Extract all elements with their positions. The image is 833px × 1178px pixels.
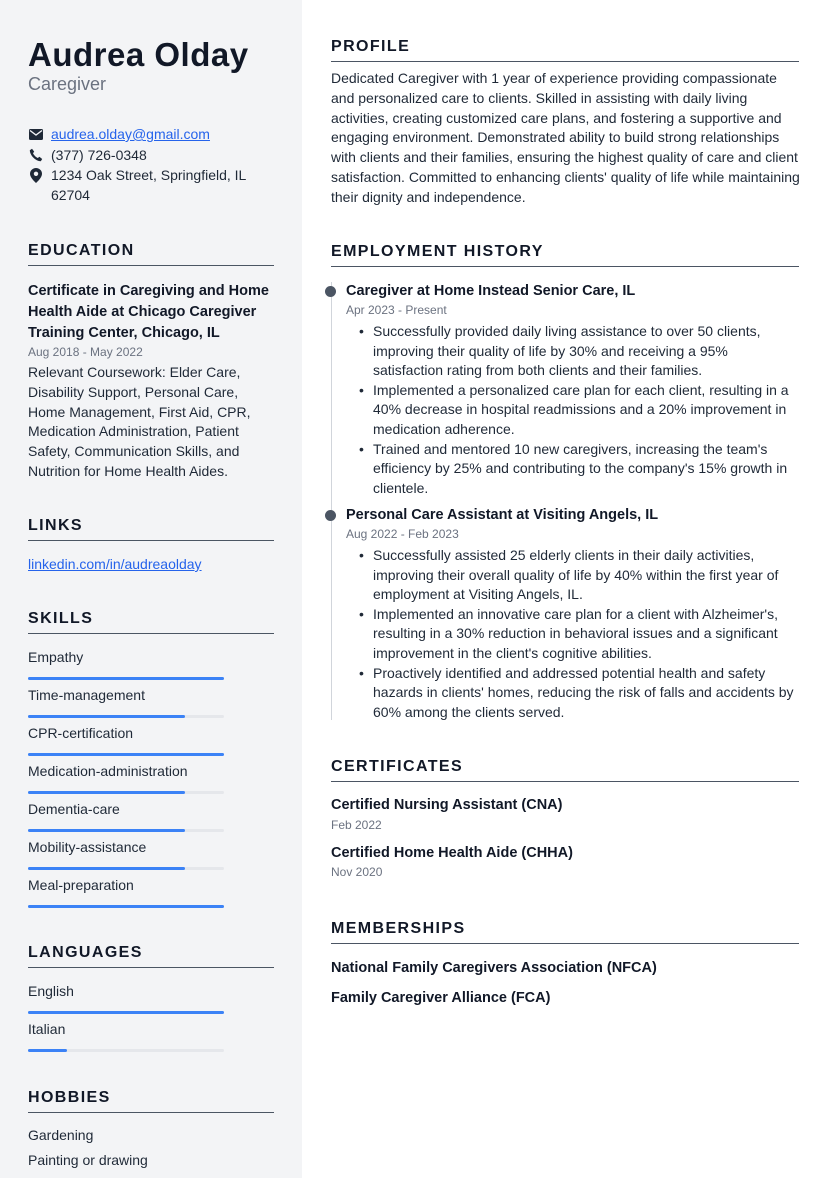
skill-label: Medication-administration — [28, 763, 188, 779]
job-title: Caregiver at Home Instead Senior Care, IL — [346, 283, 636, 299]
skill-level-fill — [28, 753, 224, 756]
skill-level-fill — [28, 867, 185, 870]
candidate-title: Caregiver — [28, 74, 107, 94]
employment-heading: EMPLOYMENT HISTORY — [331, 243, 799, 267]
skill-label: Meal-preparation — [28, 877, 134, 893]
language-level-fill — [28, 1049, 67, 1052]
education-heading: EDUCATION — [28, 242, 274, 266]
skill-label: Dementia-care — [28, 801, 120, 817]
candidate-name: Audrea Olday — [28, 36, 249, 73]
envelope-icon — [28, 124, 44, 144]
map-pin-icon — [28, 165, 44, 185]
certificates-heading: CERTIFICATES — [331, 758, 799, 782]
education-dates: Aug 2018 - May 2022 — [28, 345, 143, 359]
membership-item: Family Caregiver Alliance (FCA) — [331, 990, 551, 1006]
certificate-date: Nov 2020 — [331, 865, 383, 879]
language-label: Italian — [28, 1021, 66, 1037]
skill-level-fill — [28, 829, 185, 832]
linkedin-link[interactable]: linkedin.com/in/audreaolday — [28, 556, 202, 572]
links-heading: LINKS — [28, 517, 274, 541]
education-description: Relevant Coursework: Elder Care, Disability Support, Personal Care, Home Management, First Aid, CPR, Medication Administration, Patient Safety, Communication Skills, and Nutrition for Home Health Aides. — [28, 364, 251, 479]
education-title: Certificate in Caregiving and Home Health Aide at Chicago Caregiver Training Center, Chicago, IL — [28, 283, 269, 341]
job-bullets — [359, 322, 799, 498]
memberships-heading: MEMBERSHIPS — [331, 920, 799, 944]
timeline-line — [331, 282, 332, 720]
skill-label: Mobility-assistance — [28, 839, 147, 855]
job-bullet: • Trained and mentored 10 new caregivers, increasing the team's efficiency by 25% and contributing to the company's 15% growth in clientele. — [359, 440, 799, 499]
profile-heading: PROFILE — [331, 38, 799, 62]
language-level-fill — [28, 1011, 224, 1014]
job-bullet: • Implemented a personalized care plan for each client, resulting in a 40% decrease in hospital readmissions and a 20% improvement in medication adherence. — [359, 381, 799, 440]
email-link[interactable]: audrea.olday@gmail.com — [51, 126, 210, 142]
skill-level-fill — [28, 905, 224, 908]
job-bullet: • Proactively identified and addressed potential health and safety hazards in clients' homes, reducing the risk of falls and accidents by 60% among the clients served. — [359, 664, 799, 723]
skill-label: Time-management — [28, 687, 145, 703]
skill-level-fill — [28, 791, 185, 794]
certificate-name: Certified Nursing Assistant (CNA) — [331, 797, 563, 813]
main-content — [331, 0, 799, 1178]
address: 1234 Oak Street, Springfield, IL 62704 — [51, 167, 246, 203]
timeline-dot — [325, 510, 336, 521]
skill-level-bar — [28, 905, 224, 908]
skill-level-bar — [28, 791, 224, 794]
language-level-bar — [28, 1011, 224, 1014]
skill-level-fill — [28, 677, 224, 680]
skill-label: CPR-certification — [28, 725, 134, 741]
skill-level-bar — [28, 829, 224, 832]
job-title: Personal Care Assistant at Visiting Angels, IL — [346, 507, 659, 523]
phone-icon — [28, 145, 44, 165]
language-level-bar — [28, 1049, 224, 1052]
skill-level-bar — [28, 867, 224, 870]
job-bullets — [359, 546, 799, 722]
job-bullet: • Implemented an innovative care plan for a client with Alzheimer's, resulting in a 30% reduction in behavioral issues and a significant improvement in the client's cognitive abilities. — [359, 605, 799, 664]
hobby-item: Gardening — [28, 1127, 94, 1143]
certificate-date: Feb 2022 — [331, 818, 382, 832]
job-bullet: • Successfully provided daily living assistance to over 50 clients, improving their quality of life by 30% and receiving a 95% satisfaction rating from both clients and their families. — [359, 322, 799, 381]
phone-number: (377) 726-0348 — [51, 147, 147, 163]
skills-heading: SKILLS — [28, 610, 274, 634]
job-bullet: • Successfully assisted 25 elderly clients in their daily activities, improving their overall quality of life by 40% within the first year of employment at Visiting Angels, IL. — [359, 546, 799, 605]
languages-heading: LANGUAGES — [28, 944, 274, 968]
sidebar — [0, 0, 302, 1178]
certificate-name: Certified Home Health Aide (CHHA) — [331, 845, 573, 861]
skill-level-bar — [28, 715, 224, 718]
contact-email-row — [28, 124, 210, 144]
skill-level-bar — [28, 677, 224, 680]
timeline-dot — [325, 286, 336, 297]
job-dates: Aug 2022 - Feb 2023 — [346, 527, 459, 541]
hobbies-heading: HOBBIES — [28, 1089, 274, 1113]
contact-phone-row — [28, 145, 147, 165]
language-label: English — [28, 983, 74, 999]
skill-level-fill — [28, 715, 185, 718]
profile-summary: Dedicated Caregiver with 1 year of experience providing compassionate and personalized care to clients. Skilled in assisting with daily living activities, creating customized care plans, and fostering a supportive and engaging environment. Demonstrated ability to build strong relationships with clients and their families, ensuring the highest quality of care and client satisfaction. Committed to enhancing clients' quality of life while maintaining their dignity and independence. — [331, 70, 800, 205]
contact-address-row — [28, 165, 261, 205]
membership-item: National Family Caregivers Association (NFCA) — [331, 960, 657, 976]
hobby-item: Painting or drawing — [28, 1152, 148, 1168]
job-dates: Apr 2023 - Present — [346, 303, 447, 317]
skill-level-bar — [28, 753, 224, 756]
skill-label: Empathy — [28, 649, 84, 665]
